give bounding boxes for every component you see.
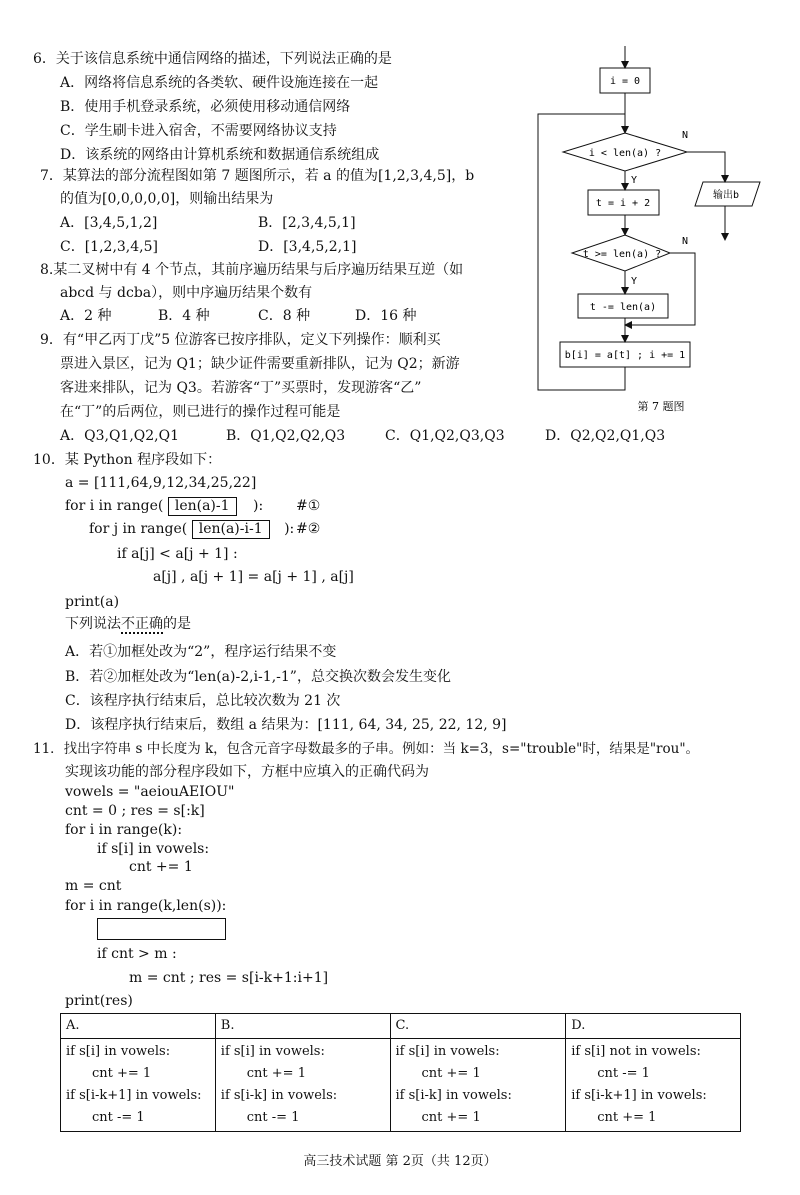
q10-code-line5: a[j] , a[j + 1] = a[j + 1] , a[j] (153, 569, 354, 585)
q11-code-line3: for i in range(k): (65, 822, 183, 838)
code-line: if s[i-k+1] in vowels: (571, 1088, 707, 1103)
q10-code-line6: print(a) (65, 594, 120, 610)
q9-stem-line3: 客进来排队，记为 Q3。若游客“丁”买票时，发现游客“乙” (60, 380, 422, 396)
q10-code2-post: ): (252, 498, 264, 514)
code-line: cnt += 1 (421, 1110, 481, 1125)
code-line: cnt -= 1 (92, 1110, 145, 1125)
q9-option-c: C．Q1,Q2,Q3,Q3 (385, 428, 505, 444)
q11-code-line8: if cnt > m : (97, 946, 177, 962)
code-line: cnt += 1 (246, 1066, 306, 1081)
q10-ask (65, 614, 191, 634)
flow-step3-text: b[i] = a[t] ; i += 1 (564, 350, 686, 361)
flow-step1-text: t = i + 2 (595, 198, 651, 209)
q10-stem: 10．某 Python 程序段如下： (33, 452, 222, 468)
q10-code2-pre: for i in range( (65, 498, 164, 514)
code-line: if s[i-k+1] in vowels: (66, 1088, 202, 1103)
q10-code-line2 (65, 496, 263, 516)
code-line: cnt += 1 (92, 1066, 152, 1081)
q9-stem-line2: 票进入景区，记为 Q1；缺少证件需要重新排队，记为 Q2；新游 (60, 356, 460, 372)
q8-stem-line1: 8.某二叉树中有 4 个节点，其前序遍历结果与后序遍历结果互逆（如 (40, 262, 464, 278)
flow-output-text: 输出b (712, 190, 740, 201)
q11-code-line5: cnt += 1 (129, 859, 193, 875)
q9-option-b: B．Q1,Q2,Q2,Q3 (226, 428, 346, 444)
q10-code3-pre: for j in range( (89, 521, 188, 537)
flow-init-text: i = 0 (609, 76, 641, 87)
q10-option-c: C．该程序执行结束后，总比较次数为 21 次 (65, 693, 341, 709)
q11-code-line1: vowels = "aeiouAEIOU" (65, 784, 235, 800)
q8-stem-line2: abcd 与 dcba），则中序遍历结果个数有 (60, 285, 313, 301)
q6-option-b: B．使用手机登录系统，必须使用移动通信网络 (60, 99, 351, 115)
q11-code-line2: cnt = 0 ; res = s[:k] (65, 803, 205, 819)
q10-ask-pre: 下列说法 (65, 616, 121, 632)
q10-option-d: D．该程序执行结束后，数组 a 结果为：[111, 64, 34, 25, 22, 12, 9] (65, 717, 507, 733)
q11-options-body-row (61, 1039, 741, 1132)
q9-stem-line1: 9．有“甲乙丙丁戊”5 位游客已按序排队，定义下列操作：顺利买 (40, 332, 441, 348)
page-footer: 高三技术试题 第 2页（共 12页） (303, 1154, 497, 1169)
flow-caption: 第 7 题图 (637, 400, 685, 413)
q9-option-a: A．Q3,Q1,Q2,Q1 (60, 428, 179, 444)
q7-option-c: C．[1,2,3,4,5] (60, 239, 158, 255)
code-line: if s[i-k] in vowels: (220, 1088, 338, 1103)
flow-n2-branch (625, 253, 695, 325)
q10-option-b: B．若②加框处改为“len(a)-2,i-1,-1”，总交换次数会发生变化 (65, 669, 451, 685)
q10-code-line1: a = [111,64,9,12,34,25,22] (65, 475, 257, 491)
q11-options-header-row (61, 1014, 741, 1039)
q7-option-a: A．[3,4,5,1,2] (60, 215, 158, 231)
q10-ask-post: 的是 (163, 616, 191, 632)
q6-option-c: C．学生刷卡进入宿舍，不需要网络协议支持 (60, 123, 337, 139)
code-line: cnt += 1 (597, 1110, 657, 1125)
flow-step3-out-line (587, 367, 625, 390)
q6-option-a: A．网络将信息系统的各类软、硬件设施连接在一起 (60, 75, 379, 91)
flow-label-n1: N (682, 130, 689, 141)
q11-option-a-code (61, 1039, 216, 1132)
flow-label-n2: N (682, 236, 689, 247)
q7-option-d: D．[3,4,5,2,1] (258, 239, 357, 255)
q9-stem-line4: 在“丁”的后两位，则已进行的操作过程可能是 (60, 404, 341, 420)
q6-stem: 6．关于该信息系统中通信网络的描述，下列说法正确的是 (33, 51, 392, 67)
q11-code-line6: m = cnt (65, 878, 122, 894)
flow-cond1-text: i < len(a) ? (588, 148, 662, 159)
q8-option-b: B．4 种 (158, 308, 210, 324)
flow-label-y1: Y (631, 175, 638, 186)
q11-answer-blank (97, 918, 226, 940)
code-line: if s[i] in vowels: (220, 1044, 325, 1059)
q11-option-b-label: B. (215, 1014, 390, 1039)
q8-option-a: A．2 种 (60, 308, 112, 324)
q11-code-line7: for i in range(k,len(s)): (65, 898, 227, 914)
flow-step2-text: t -= len(a) (589, 302, 657, 313)
q11-option-a-label: A. (61, 1014, 216, 1039)
q11-options-table (60, 1013, 741, 1132)
q11-code-line10: print(res) (65, 993, 133, 1009)
q11-stem-line1: 11．找出字符串 s 中长度为 k，包含元音字母数最多的子串。例如：当 k=3，s="trouble"时，结果是"rou"。 (33, 741, 700, 757)
q8-option-d: D．16 种 (355, 308, 417, 324)
code-line: if s[i] not in vowels: (571, 1044, 701, 1059)
code-line: if s[i] in vowels: (395, 1044, 500, 1059)
q11-stem-line2: 实现该功能的部分程序段如下，方框中应填入的正确代码为 (65, 764, 429, 780)
code-line: cnt -= 1 (246, 1110, 300, 1125)
q7-option-b: B．[2,3,4,5,1] (258, 215, 356, 231)
flow-n1-branch (687, 152, 725, 182)
q11-option-c-label: C. (390, 1014, 566, 1039)
q11-option-d-code (566, 1039, 741, 1132)
q10-code-line3 (89, 519, 294, 539)
q6-option-d: D．该系统的网络由计算机系统和数据通信系统组成 (60, 147, 380, 163)
q10-code-line4: if a[j] < a[j + 1] : (117, 546, 238, 562)
q11-option-b-code (215, 1039, 390, 1132)
q8-option-c: C．8 种 (258, 308, 311, 324)
q10-option-a: A．若①加框处改为“2”，程序运行结果不变 (65, 644, 337, 660)
q11-option-c-code (390, 1039, 566, 1132)
code-line: cnt -= 1 (597, 1066, 650, 1081)
q10-box1: len(a)-1 (168, 497, 237, 516)
q10-mark1: #① (296, 498, 321, 514)
q9-option-d: D．Q2,Q2,Q1,Q3 (545, 428, 666, 444)
flowchart-q7 (530, 38, 790, 418)
q7-stem-line2: 的值为[0,0,0,0,0]，则输出结果为 (60, 191, 274, 207)
q10-code3-post: ): (284, 521, 295, 537)
code-line: cnt += 1 (421, 1066, 481, 1081)
q11-option-d-label: D. (566, 1014, 741, 1039)
q10-mark2: #② (296, 521, 321, 537)
q10-box2: len(a)-i-1 (192, 520, 270, 539)
code-line: if s[i-k] in vowels: (395, 1088, 512, 1103)
code-line: if s[i] in vowels: (66, 1044, 171, 1059)
q10-ask-emphasis: 不正确 (121, 616, 163, 632)
q7-stem-line1: 7．某算法的部分流程图如第 7 题图所示，若 a 的值为[1,2,3,4,5]，b (40, 168, 475, 184)
flow-label-y2: Y (631, 276, 638, 287)
flow-cond2-text: t >= len(a) ? (582, 249, 662, 260)
q11-code-line9: m = cnt ; res = s[i-k+1:i+1] (129, 970, 329, 986)
q11-code-line4: if s[i] in vowels: (97, 841, 210, 857)
